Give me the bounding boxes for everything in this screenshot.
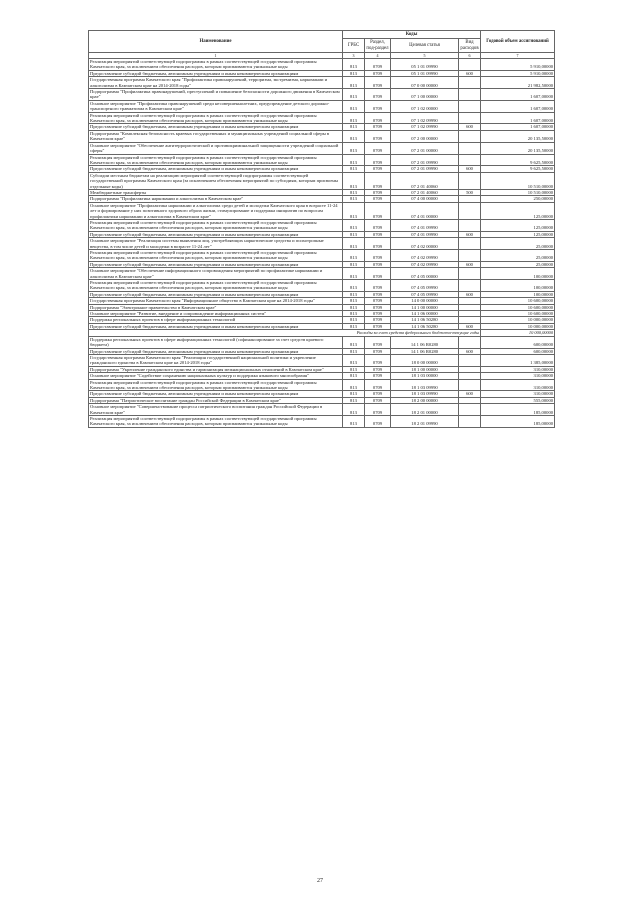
budget-table [88,30,555,428]
row-name: Предоставление субсидий бюджетным, автономным учреждениям и иным некоммерческим организациям [89,291,343,297]
row-target: 18 1 03 09990 [391,379,459,391]
row-target: 07 2 01 09990 [391,154,459,166]
row-name: Основное мероприятие "Обеспечение информационного сопровождения мероприятий по профилактике наркомании и алкоголизма в Камчатском крае" [89,268,343,280]
row-amount: 10 510,00000 [481,189,555,195]
row-name: Основное мероприятие "Профилактика наркомании и алкоголизма среди детей и молодежи Камчатского края в возрасте 11-24 лет и формирование у них позитивного здорового образа жизни, стимулирование и поддержка инициатив по вопросам профилактики наркомании и алкоголизма в Камчатском крае" [89,202,343,219]
row-section: 0709 [365,100,391,112]
table-body [89,59,555,428]
row-name: Предоставление субсидий бюджетным, автономным учреждениям и иным некоммерческим организациям [89,166,343,172]
row-amount: 185,00000 [481,404,555,416]
table-row [89,100,555,112]
row-name: Реализация мероприятий соответствующей подпрограммы в рамках соответствующей государственной программы Камчатского края, за исключением обеспечения расходов, которым присваиваются уникальные коды [89,250,343,262]
row-grbs: 813 [343,219,365,231]
row-name: Подпрограмма "Электронное правительство в Камчатском крае" [89,304,343,310]
row-grbs: 813 [343,280,365,292]
row-name: Реализация мероприятий соответствующей подпрограммы в рамках соответствующей государственной программы Камчатского края, за исключением обеспечения расходов, которым присваиваются уникальные коды [89,154,343,166]
row-grbs: 813 [343,298,365,304]
row-exp-type [459,172,481,189]
row-amount: 1 607,00000 [481,89,555,101]
row-amount: 310,00000 [481,379,555,391]
row-amount: 125,00000 [481,219,555,231]
row-grbs: 813 [343,154,365,166]
row-name: Основное мероприятие "Развитие, внедрение и сопровождение информационных систем" [89,311,343,317]
row-amount: 5 910,00000 [481,70,555,76]
row-section: 0709 [365,391,391,397]
row-target: 14 1 00 00000 [391,304,459,310]
row-target: 18 1 00 00000 [391,366,459,372]
row-exp-type: 600 [459,231,481,237]
row-target: 07 1 02 09990 [391,124,459,130]
table-row [89,202,555,219]
row-exp-type [459,280,481,292]
row-name: Реализация мероприятий соответствующей подпрограммы в рамках соответствующей государственной программы Камчатского края, за исключением обеспечения расходов, которым присваиваются уникальные коды [89,219,343,231]
row-grbs: 813 [343,231,365,237]
row-section: 0709 [365,304,391,310]
row-amount: 5 910,00000 [481,59,555,71]
note-text: Расходы за счет средств федерального бюджета-текущие годы [89,330,481,336]
row-amount: 21 982,50000 [481,77,555,89]
row-amount: 125,00000 [481,202,555,219]
row-grbs: 813 [343,304,365,310]
row-section: 0709 [365,196,391,202]
row-exp-type [459,336,481,348]
row-name: Предоставление субсидий бюджетным, автономным учреждениям и иным некоммерческим организациям [89,231,343,237]
row-grbs: 813 [343,70,365,76]
row-amount: 310,00000 [481,391,555,397]
row-section: 0709 [365,142,391,154]
row-grbs: 813 [343,261,365,267]
row-section: 0709 [365,280,391,292]
row-grbs: 813 [343,89,365,101]
row-target: 07 2 00 00000 [391,130,459,142]
row-target: 14 1 06 50280 [391,317,459,323]
row-grbs: 813 [343,100,365,112]
header-name: Наименование [89,31,343,53]
row-name: Реализация мероприятий соответствующей подпрограммы в рамках соответствующей государственной программы Камчатского края, за исключением обеспечения расходов, которым присваиваются уникальные коды [89,59,343,71]
row-grbs: 813 [343,166,365,172]
row-name: Подпрограмма "Патриотическое воспитание граждан Российской Федерации в Камчатском крае" [89,397,343,403]
row-amount: 250,00000 [481,196,555,202]
row-target: 14 1 06 R0280 [391,336,459,348]
row-name: Подпрограмма "Комплексная безопасность краевых государственных и муниципальных учреждений социальной сферы в Камчатском крае" [89,130,343,142]
table-row [89,59,555,71]
table-row [89,379,555,391]
header-target: Целевая статья [391,39,459,53]
row-name: Субсидии местным бюджетам на реализацию мероприятий соответствующей подпрограммы соответствующей государственной программы Камчатского края (за исключением обеспечения мероприятий по субсидиям, которым присвоены отдельные коды) [89,172,343,189]
row-section: 0709 [365,202,391,219]
row-target: 07 4 05 09990 [391,280,459,292]
row-target: 07 4 01 09990 [391,219,459,231]
row-amount: 1 607,00000 [481,124,555,130]
row-section: 0709 [365,59,391,71]
row-amount: 10 000,00000 [481,323,555,329]
row-name: Реализация мероприятий соответствующей подпрограммы в рамках соответствующей государственной программы Камчатского края, за исключением обеспечения расходов, которым присваиваются уникальные коды [89,415,343,427]
row-exp-type [459,154,481,166]
table-row [89,77,555,89]
row-amount: 9 625,50000 [481,166,555,172]
row-amount: 20 135,50000 [481,142,555,154]
row-amount: 310,00000 [481,366,555,372]
row-target: 18 0 00 00000 [391,354,459,366]
table-row [89,142,555,154]
row-name: Предоставление субсидий бюджетным, автономным учреждениям и иным некоммерческим организациям [89,124,343,130]
row-exp-type: 600 [459,166,481,172]
row-grbs: 813 [343,354,365,366]
row-section: 0709 [365,189,391,195]
row-target: 18 2 00 00000 [391,397,459,403]
row-name: Поддержка региональных проектов в сфере информационных технологий (софинансирование за счет средств краевого бюджета) [89,336,343,348]
row-section: 0709 [365,238,391,250]
row-section: 0709 [365,70,391,76]
row-exp-type: 600 [459,348,481,354]
row-name: Основное мероприятие "Совершенствование процесса патриотического воспитания граждан Российской Федерации в Камчатском крае" [89,404,343,416]
row-grbs: 813 [343,311,365,317]
row-exp-type [459,112,481,124]
header-exp-type: Вид расходов [460,39,479,51]
row-grbs: 813 [343,397,365,403]
row-exp-type: 600 [459,323,481,329]
table-row [89,219,555,231]
row-target: 07 4 01 09990 [391,231,459,237]
row-exp-type [459,202,481,219]
table-row [89,112,555,124]
row-target: 07 1 00 00000 [391,89,459,101]
row-grbs: 813 [343,202,365,219]
row-grbs: 813 [343,130,365,142]
page-number: 27 [317,878,323,884]
row-section: 0709 [365,261,391,267]
row-amount: 125,00000 [481,231,555,237]
row-grbs: 813 [343,124,365,130]
row-section: 0709 [365,250,391,262]
row-exp-type [459,100,481,112]
row-target: 18 1 03 09990 [391,391,459,397]
row-exp-type [459,404,481,416]
row-section: 0709 [365,317,391,323]
col-number: 5 [391,53,459,59]
col-number: 4 [365,53,391,59]
row-section: 0709 [365,89,391,101]
header-section: Раздел, под-раздел [366,39,389,51]
row-name: Подпрограмма "Профилактика наркомании и алкоголизма в Камчатском крае" [89,196,343,202]
row-section: 0709 [365,415,391,427]
row-name: Государственная программа Камчатского края "Профилактика правонарушений, терроризма, экстремизма, наркомании и алкоголизма в Камчатском крае на 2014-2018 годы" [89,77,343,89]
row-target: 07 2 01 00000 [391,142,459,154]
row-section: 0709 [365,291,391,297]
row-grbs: 813 [343,77,365,89]
row-exp-type [459,379,481,391]
row-target: 07 4 02 09990 [391,250,459,262]
row-section: 0709 [365,336,391,348]
row-amount: 25,00000 [481,261,555,267]
table-row [89,354,555,366]
row-name: Подпрограмма "Профилактика правонарушений, преступлений и повышение безопасности дорожного движения в Камчатском крае" [89,89,343,101]
row-section: 0709 [365,379,391,391]
row-target: 18 2 01 09990 [391,415,459,427]
row-target: 07 2 01 40060 [391,172,459,189]
row-amount: 10 000,00000 [481,317,555,323]
note-amount: 10 000,00000 [481,330,555,336]
row-target: 07 2 01 09990 [391,166,459,172]
row-section: 0709 [365,298,391,304]
row-name: Предоставление субсидий бюджетным, автономным учреждениям и иным некоммерческим организациям [89,323,343,329]
row-grbs: 813 [343,59,365,71]
row-target: 18 1 03 00000 [391,373,459,379]
row-grbs: 813 [343,268,365,280]
row-name: Основное мероприятие "Содействие сохранению национальных культур и поддержка языкового многообразия" [89,373,343,379]
table-row [89,130,555,142]
row-grbs: 813 [343,238,365,250]
row-name: Межбюджетные трансферты [89,189,343,195]
row-exp-type: 600 [459,291,481,297]
row-name: Государственная программа Камчатского края "Информационное общество в Камчатском крае на 2014-2018 годы" [89,298,343,304]
header-grbs: ГРБС [343,39,365,53]
row-grbs: 813 [343,172,365,189]
row-target: 05 1 01 09990 [391,70,459,76]
row-section: 0709 [365,323,391,329]
row-grbs: 813 [343,189,365,195]
row-section: 0709 [365,112,391,124]
row-grbs: 813 [343,373,365,379]
row-exp-type: 600 [459,261,481,267]
row-name: Государственная программа Камчатского края "Реализация государственной национальной политики и укрепление гражданского единства в Камчатском крае на 2014-2018 годы" [89,354,343,366]
row-section: 0709 [365,231,391,237]
row-amount: 10 600,00000 [481,311,555,317]
row-name: Предоставление субсидий бюджетным, автономным учреждениям и иным некоммерческим организациям [89,261,343,267]
row-exp-type: 600 [459,70,481,76]
row-name: Реализация мероприятий соответствующей подпрограммы в рамках соответствующей государственной программы Камчатского края, за исключением обеспечения расходов, которым присваиваются уникальные коды [89,112,343,124]
row-section: 0709 [365,166,391,172]
row-amount: 100,00000 [481,280,555,292]
row-grbs: 813 [343,391,365,397]
row-section: 0709 [365,366,391,372]
row-name: Предоставление субсидий бюджетным, автономным учреждениям и иным некоммерческим организациям [89,391,343,397]
col-number: 1 [89,53,343,59]
table-row [89,250,555,262]
col-number: 3 [343,53,365,59]
row-target: 07 4 00 00000 [391,196,459,202]
row-grbs: 813 [343,196,365,202]
row-exp-type [459,415,481,427]
row-amount: 9 625,50000 [481,154,555,166]
row-section: 0709 [365,348,391,354]
row-section: 0709 [365,311,391,317]
row-target: 07 4 02 00000 [391,238,459,250]
row-exp-type [459,250,481,262]
row-grbs: 813 [343,317,365,323]
row-target: 07 4 05 00000 [391,268,459,280]
row-amount: 10 600,00000 [481,304,555,310]
row-name: Реализация мероприятий соответствующей подпрограммы в рамках соответствующей государственной программы Камчатского края, за исключением обеспечения расходов, которым присваиваются уникальные коды [89,379,343,391]
header-codes: Коды [343,31,481,39]
row-grbs: 813 [343,366,365,372]
row-target: 07 2 01 40060 [391,189,459,195]
row-grbs: 813 [343,415,365,427]
row-exp-type [459,59,481,71]
row-target: 07 0 00 00000 [391,77,459,89]
row-exp-type [459,219,481,231]
table-row [89,238,555,250]
table-row [89,404,555,416]
table-row [89,415,555,427]
row-amount: 10 600,00000 [481,298,555,304]
row-exp-type [459,130,481,142]
row-name: Подпрограмма "Укрепление гражданского единства и гармонизация межнациональных отношений в Камчатском крае" [89,366,343,372]
row-target: 14 1 06 00000 [391,311,459,317]
row-target: 05 1 01 09990 [391,59,459,71]
row-section: 0709 [365,172,391,189]
row-amount: 20 135,50000 [481,130,555,142]
col-number: 7 [481,53,555,59]
row-amount: 185,00000 [481,415,555,427]
row-exp-type [459,238,481,250]
row-target: 07 1 02 09990 [391,112,459,124]
row-amount: 100,00000 [481,268,555,280]
row-target: 07 4 05 09990 [391,291,459,297]
row-exp-type: 600 [459,391,481,397]
row-exp-type: 600 [459,124,481,130]
budget-table-sheet [88,30,554,428]
row-section: 0709 [365,268,391,280]
row-name: Предоставление субсидий бюджетным, автономным учреждениям и иным некоммерческим организациям [89,70,343,76]
header-amount: Годовой объем ассигнований [481,31,555,53]
row-amount: 310,00000 [481,373,555,379]
row-grbs: 813 [343,323,365,329]
row-amount: 1 607,00000 [481,100,555,112]
row-grbs: 813 [343,379,365,391]
row-section: 0709 [365,354,391,366]
row-amount: 600,00000 [481,336,555,348]
table-row [89,336,555,348]
row-section: 0709 [365,404,391,416]
row-exp-type [459,89,481,101]
row-amount: 10 510,00000 [481,172,555,189]
row-amount: 1 385,00000 [481,354,555,366]
row-name: Основное мероприятие "Профилактика правонарушений среди несовершеннолетних, предупреждение детского дорожно-транспортного травматизма в Камчатском крае" [89,100,343,112]
row-exp-type [459,268,481,280]
row-target: 07 4 02 09990 [391,261,459,267]
row-section: 0709 [365,154,391,166]
row-section: 0709 [365,219,391,231]
row-section: 0709 [365,130,391,142]
row-grbs: 813 [343,336,365,348]
row-amount: 25,00000 [481,238,555,250]
row-name: Поддержка региональных проектов в сфере информационных технологий [89,317,343,323]
row-section: 0709 [365,373,391,379]
row-section: 0709 [365,397,391,403]
row-grbs: 813 [343,250,365,262]
row-amount: 100,00000 [481,291,555,297]
row-target: 07 1 02 00000 [391,100,459,112]
table-row [89,89,555,101]
row-exp-type [459,354,481,366]
row-amount: 25,00000 [481,250,555,262]
col-number: 6 [459,53,481,59]
row-amount: 555,00000 [481,397,555,403]
row-target: 07 4 01 00000 [391,202,459,219]
row-target: 14 1 06 50280 [391,323,459,329]
table-row [89,268,555,280]
row-exp-type: 500 [459,189,481,195]
table-row [89,280,555,292]
table-row [89,154,555,166]
row-name: Основное мероприятие "Обеспечение антитеррористической и противокриминальной защищенности учреждений социальной сферы" [89,142,343,154]
row-name: Основное мероприятие "Реализация системы выявления лиц, употребляющих наркотические средства и психотропные вещества, в том числе детей и молодежи в возрасте 11-24 лет" [89,238,343,250]
row-grbs: 813 [343,142,365,154]
row-exp-type [459,142,481,154]
row-section: 0709 [365,124,391,130]
row-target: 14 1 06 R0280 [391,348,459,354]
row-name: Реализация мероприятий соответствующей подпрограммы в рамках соответствующей государственной программы Камчатского края, за исключением обеспечения расходов, которым присваиваются уникальные коды [89,280,343,292]
row-grbs: 813 [343,404,365,416]
row-name: Предоставление субсидий бюджетным, автономным учреждениям и иным некоммерческим организациям [89,348,343,354]
row-target: 18 2 01 00000 [391,404,459,416]
row-exp-type [459,77,481,89]
table-row [89,172,555,189]
row-amount: 600,00000 [481,348,555,354]
row-grbs: 813 [343,112,365,124]
row-section: 0709 [365,77,391,89]
row-amount: 1 607,00000 [481,112,555,124]
row-grbs: 813 [343,348,365,354]
row-target: 14 0 00 00000 [391,298,459,304]
row-grbs: 813 [343,291,365,297]
